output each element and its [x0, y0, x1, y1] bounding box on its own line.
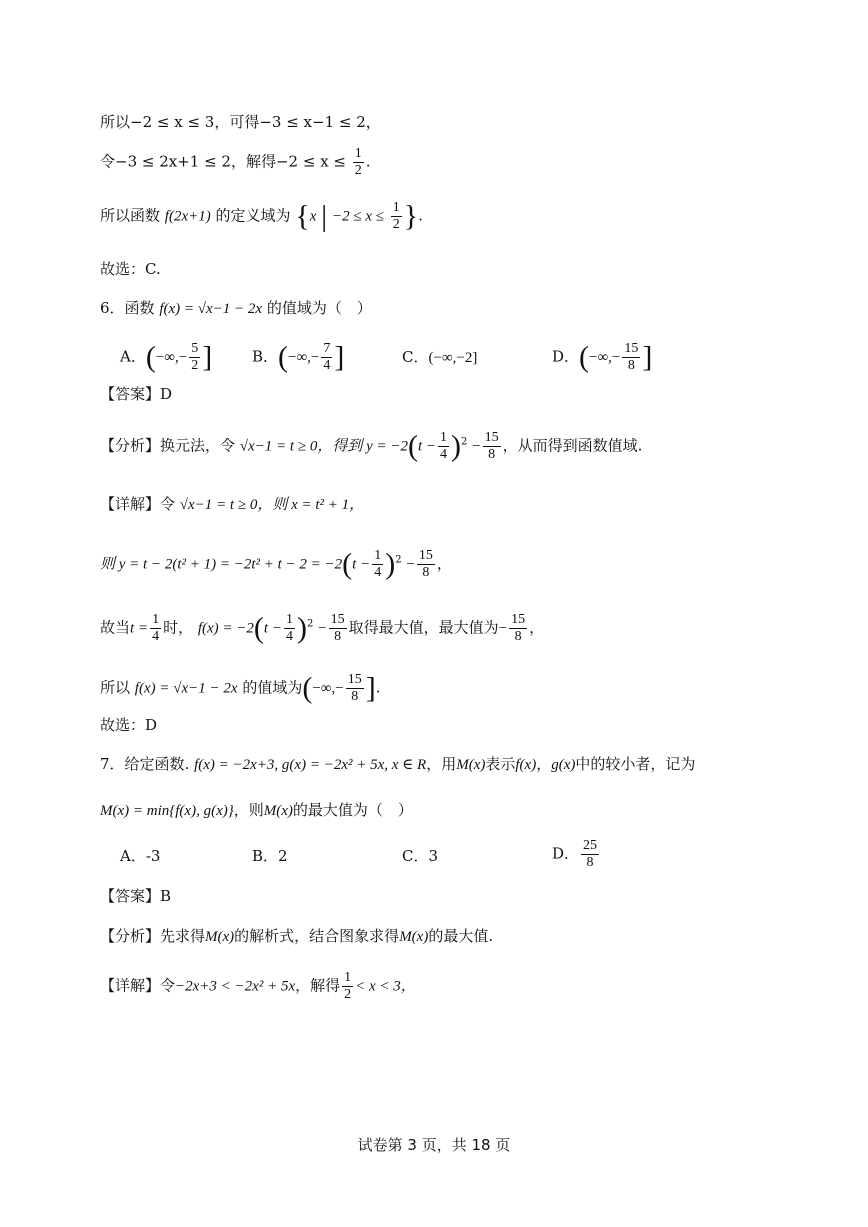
paren: (: [342, 547, 353, 581]
text: 故选：D: [100, 716, 158, 734]
denominator: 8: [586, 855, 594, 870]
fraction: [438, 430, 449, 463]
bracket: ]: [202, 340, 213, 374]
paren: ): [451, 429, 462, 463]
text: 【详解】令: [100, 495, 176, 513]
numerator: 5: [191, 341, 199, 356]
fraction-half: [391, 200, 402, 233]
numerator: 25: [583, 838, 598, 853]
exponent: 2: [306, 618, 314, 630]
fraction: [622, 341, 640, 374]
q6-option-d: [552, 341, 652, 374]
fraction: [417, 548, 435, 581]
period: .: [365, 152, 371, 171]
fraction: [150, 612, 161, 645]
minus: −: [472, 438, 481, 455]
text: −∞,−: [312, 680, 344, 697]
text: 表示: [485, 755, 516, 773]
paren: (: [145, 340, 156, 374]
text: 时，: [163, 618, 194, 637]
q7-stem-1: [100, 754, 695, 775]
denominator: 8: [422, 565, 430, 580]
solution-line-1: [100, 112, 381, 132]
exponent: 2: [395, 554, 402, 566]
left-brace: {: [295, 199, 310, 233]
paren: (: [579, 340, 590, 374]
math-expr: f(x): [515, 757, 537, 773]
math-expr: < x < 3，: [355, 978, 416, 995]
fraction: [342, 970, 353, 1003]
q6-choice: [100, 715, 157, 735]
minus: −: [498, 620, 508, 637]
numerator: 15: [418, 548, 433, 563]
numerator: 15: [484, 430, 499, 445]
comma: ，: [529, 618, 545, 637]
q6-options: [120, 335, 720, 375]
label: D．: [552, 844, 580, 863]
text: 【分析】换元法，令: [100, 436, 236, 455]
text: 6．函数: [100, 299, 155, 317]
text: 【分析】先求得: [100, 927, 206, 945]
text: 的解析式，结合图象求得: [234, 927, 400, 945]
text: 【答案】D: [100, 385, 173, 403]
period: .: [375, 678, 381, 697]
text: 所以: [100, 678, 131, 697]
denominator: 4: [285, 629, 293, 644]
q7-option-d: [552, 838, 601, 871]
math-expr: f(x) = √x−1 − 2x: [134, 680, 238, 697]
math-var: x: [309, 208, 317, 225]
text: 所以−2 ≤ x ≤ 3，可得−3 ≤ x−1 ≤ 2，: [100, 113, 381, 131]
q6-detail-4: [100, 672, 380, 705]
minus: −: [318, 620, 327, 637]
math-expr: M(x): [205, 929, 235, 945]
q7-stem-2: [100, 800, 413, 821]
text: 中的较小者，记为: [575, 755, 696, 773]
q7-option-b: B．2: [252, 847, 288, 865]
text: −∞,−: [589, 349, 621, 366]
q6-option-b: [252, 341, 344, 374]
denominator: 8: [351, 689, 359, 704]
denominator: 8: [627, 358, 635, 373]
value: (−∞,−2]: [428, 350, 478, 366]
math-expr: √x−1 = t ≥ 0，则 x = t² + 1，: [179, 497, 365, 513]
denominator: 8: [488, 447, 496, 462]
q7-detail: [100, 970, 416, 1003]
fraction: [346, 672, 364, 705]
numerator: 1: [392, 200, 400, 215]
q7-option-a: A．-3: [120, 847, 161, 865]
text: 的定义域为: [215, 206, 291, 225]
denominator: 2: [392, 217, 400, 232]
fraction: [284, 612, 295, 645]
text: 故选：C.: [100, 260, 161, 278]
numerator: 15: [624, 341, 639, 356]
q7-option-c: C．3: [402, 847, 439, 865]
label: B．: [252, 347, 279, 366]
text: 的值域为: [242, 678, 303, 697]
math-expr: f(2x+1): [164, 208, 211, 225]
q6-detail-1: [100, 494, 364, 515]
text: ，从而得到函数值域.: [502, 436, 643, 455]
period: .: [418, 206, 423, 225]
text: 的最大值为（ ）: [292, 801, 413, 819]
text: ，则: [233, 801, 264, 819]
fraction: [483, 430, 501, 463]
label: D．: [552, 347, 580, 366]
text: ，用: [426, 755, 457, 773]
solution-line-2: [100, 146, 371, 179]
q6-option-a: [120, 341, 212, 374]
math-expr: f(x) = −2x+3, g(x) = −2x² + 5x, x ∈ R: [194, 757, 427, 773]
math-expr: M(x): [263, 803, 293, 819]
fraction: [372, 548, 383, 581]
denominator: 2: [354, 163, 362, 178]
fraction: [581, 838, 599, 871]
denominator: 2: [344, 987, 352, 1002]
q7-answer: [100, 886, 171, 906]
numerator: 1: [152, 612, 160, 627]
text: −∞,−: [155, 349, 188, 366]
page-footer: 试卷第 3 页，共 18 页: [357, 1136, 511, 1154]
paren: ): [385, 547, 396, 581]
numerator: 15: [511, 612, 526, 627]
text: ，解得: [295, 976, 341, 995]
text: 所以函数: [100, 206, 161, 225]
paren: (: [253, 611, 264, 645]
q7-options: [120, 838, 720, 878]
numerator: 1: [285, 612, 293, 627]
text: 7．给定函数.: [100, 755, 190, 773]
numerator: 1: [344, 970, 352, 985]
minus: −: [406, 556, 415, 573]
math-expr: √x−1 = t ≥ 0，得到 y = −2: [239, 438, 408, 455]
q6-stem: [100, 298, 372, 319]
comma: ，: [436, 554, 452, 573]
math-expr: f(x) = √x−1 − 2x: [159, 301, 263, 317]
numerator: 15: [347, 672, 362, 687]
math-expr: −2 ≤ x ≤: [331, 208, 384, 225]
math-expr: g(x): [551, 757, 576, 773]
math-var: t −: [263, 620, 282, 637]
fraction: [321, 341, 332, 374]
q6-detail-2: [100, 548, 452, 581]
math-expr: f(x) = −2: [197, 620, 254, 637]
text: 的最大值.: [428, 927, 494, 945]
text: 的值域为（ ）: [266, 299, 372, 317]
bracket: ]: [642, 340, 653, 374]
paren: ): [296, 611, 307, 645]
right-brace: }: [403, 199, 419, 233]
text: 【详解】令: [100, 976, 176, 995]
numerator: 1: [374, 548, 382, 563]
math-expr: 则 y = t − 2(t² + 1) = −2t² + t − 2 = −2: [100, 556, 343, 573]
q6-detail-3: [100, 612, 544, 645]
q7-analysis: [100, 926, 493, 947]
label: A．: [120, 347, 146, 366]
q6-answer: [100, 384, 172, 404]
denominator: 4: [440, 447, 448, 462]
paren: (: [278, 340, 289, 374]
text: 令−3 ≤ 2x+1 ≤ 2，解得−2 ≤ x ≤: [100, 152, 346, 171]
bracket: ]: [365, 671, 376, 705]
math-var: t −: [352, 556, 371, 573]
solution-choice: [100, 259, 161, 279]
math-var: t =: [130, 620, 149, 637]
text: ，: [536, 755, 552, 773]
denominator: 4: [374, 565, 382, 580]
denominator: 8: [514, 629, 522, 644]
paren: (: [407, 429, 418, 463]
bracket: ]: [334, 340, 345, 374]
text: 取得最大值，最大值为: [348, 618, 499, 637]
denominator: 4: [323, 358, 331, 373]
q6-option-c: [402, 347, 477, 368]
paren: (: [302, 671, 313, 705]
text: 故当: [100, 618, 131, 637]
numerator: 15: [330, 612, 345, 627]
text: −∞,−: [288, 349, 320, 366]
numerator: 1: [440, 430, 448, 445]
numerator: 1: [354, 146, 362, 161]
q6-analysis: [100, 430, 642, 463]
numerator: 7: [323, 341, 331, 356]
label: C．: [402, 348, 429, 366]
fraction: [189, 341, 200, 374]
math-expr: −2x+3 < −2x² + 5x: [175, 978, 296, 995]
denominator: 8: [334, 629, 342, 644]
exponent: 2: [461, 436, 468, 448]
denominator: 2: [191, 358, 199, 373]
solution-line-3: [100, 200, 423, 233]
math-var: t −: [417, 438, 437, 455]
fraction: [509, 612, 527, 645]
math-expr: M(x) = min{f(x), g(x)}: [100, 803, 234, 819]
fraction-half: [353, 146, 364, 179]
bar: |: [321, 199, 328, 233]
math-expr: M(x): [456, 757, 486, 773]
text: 【答案】B: [100, 887, 172, 905]
math-expr: M(x): [399, 929, 429, 945]
denominator: 4: [152, 629, 160, 644]
fraction: [329, 612, 347, 645]
